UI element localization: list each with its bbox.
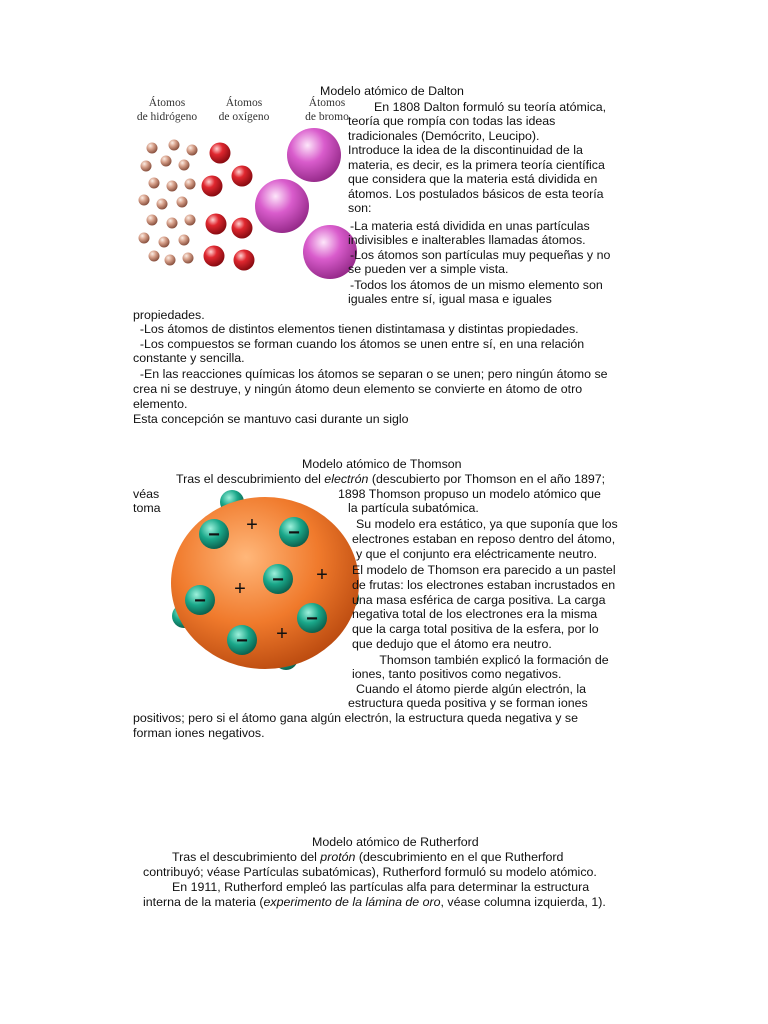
bromine-label: Átomos de bromo <box>305 97 349 123</box>
electron-symbol: − <box>272 569 284 591</box>
thomson-partial-line: 1898 Thomson propuso un modelo atómico que <box>338 487 601 501</box>
thomson-side-line: de frutas: los electrones estaban incrustados en <box>352 578 616 592</box>
rutherford-line: contribuyó; véase Partículas subatómicas), Rutherford formuló su modelo atómico. <box>143 865 597 879</box>
thomson-line: forman iones negativos. <box>133 726 265 740</box>
dalton-side-line: En 1808 Dalton formuló su teoría atómica, <box>374 100 607 114</box>
oxygen-atoms <box>202 143 255 271</box>
thomson-side-line: y que el conjunto era eléctricamente neutro. <box>356 547 598 561</box>
dalton-line: Esta concepción se mantuvo casi durante un siglo <box>133 412 409 426</box>
dalton-atoms-figure <box>132 128 362 308</box>
dalton-line: crea ni se destruye, y ningún átomo deun elemento se convierte en átomo de otro <box>133 382 583 396</box>
thomson-partial-line: la partícula subatómica. <box>348 501 479 515</box>
thomson-line: positivos; pero si el átomo gana algún electrón, la estructura queda negativa y se <box>133 711 578 725</box>
dalton-side-line: materia, es decir, es la primera teoría científica <box>348 158 605 172</box>
hydrogen-label: Átomos de hidrógeno <box>136 97 198 123</box>
rutherford-title: Modelo atómico de Rutherford <box>312 835 479 849</box>
rutherford-line: Tras el descubrimiento del protón (descubrimiento en el que Rutherford <box>172 850 564 864</box>
thomson-side-line: que la carga total positiva de la esfera, por lo <box>352 622 599 636</box>
dalton-side-line: -La materia está dividida en unas partículas <box>350 219 590 233</box>
dalton-line: constante y sencilla. <box>133 351 245 365</box>
dalton-side-line: iguales entre sí, igual masa e iguales <box>348 292 552 306</box>
proton-symbol: + <box>316 564 328 586</box>
dalton-side-line: son: <box>348 201 372 215</box>
oxygen-label: Átomos de oxígeno <box>218 97 270 123</box>
rutherford-line: En 1911, Rutherford empleó las partículas alfa para determinar la estructura <box>172 880 590 894</box>
thomson-title: Modelo atómico de Thomson <box>302 457 462 471</box>
thomson-partial-line: toma <box>133 501 161 515</box>
thomson-intro: Tras el descubrimiento del electrón (descubierto por Thomson en el año 1897; <box>176 472 606 486</box>
dalton-title: Modelo atómico de Dalton <box>320 84 464 98</box>
hydrogen-atoms <box>139 140 198 266</box>
thomson-side-line: negativa total de los electrones era la misma <box>352 607 598 621</box>
electron-symbol: − <box>288 522 300 544</box>
dalton-line: elemento. <box>133 397 188 411</box>
thomson-model-figure <box>150 488 362 674</box>
dalton-side-line: se pueden ver a simple vista. <box>348 262 509 276</box>
thomson-partial-line: véas <box>133 487 160 501</box>
dalton-line: -Los átomos de distintos elementos tienen distintamasa y distintas propiedades. <box>133 322 579 336</box>
thomson-side-line: electrones estaban en reposo dentro del átomo, <box>352 532 616 546</box>
dalton-line: -En las reacciones químicas los átomos se separan o se unen; pero ningún átomo se <box>133 367 608 381</box>
proton-symbol: + <box>276 623 288 645</box>
thomson-side-line: El modelo de Thomson era parecido a un pastel <box>352 563 616 577</box>
electron-symbol: − <box>194 590 206 612</box>
thomson-side-line: iones, tanto positivos como negativos. <box>352 667 562 681</box>
dalton-side-line: Introduce la idea de la discontinuidad de la <box>348 143 583 157</box>
thomson-side-line: estructura queda positiva y se forman iones <box>348 696 588 710</box>
bromine-atoms <box>255 128 357 279</box>
thomson-side-line: Su modelo era estático, ya que suponía que los <box>356 517 618 531</box>
thomson-side-line: una masa esférica de carga positiva. La carga <box>352 593 606 607</box>
dalton-side-line: átomos. Los postulados básicos de esta teoría <box>348 187 604 201</box>
dalton-side-line: tradicionales (Demócrito, Leucipo). <box>348 129 540 143</box>
electron-symbol: − <box>306 608 318 630</box>
rutherford-line: interna de la materia (experimento de la lámina de oro, véase columna izquierda, 1). <box>143 895 606 909</box>
dalton-line: -Los compuestos se forman cuando los átomos se unen entre sí, en una relación <box>133 337 585 351</box>
electron-symbol: − <box>208 524 220 546</box>
thomson-side-line: Cuando el átomo pierde algún electrón, la <box>356 682 587 696</box>
electron-symbol: − <box>236 630 248 652</box>
thomson-side-line: que dedujo que el átomo era neutro. <box>352 637 552 651</box>
dalton-side-line: -Los átomos son partículas muy pequeñas y no <box>350 248 611 262</box>
dalton-side-line: que considera que la materia está dividida en <box>348 172 598 186</box>
dalton-side-line: -Todos los átomos de un mismo elemento son <box>350 278 603 292</box>
proton-symbol: + <box>246 514 258 536</box>
dalton-side-line: teoría que rompía con todas las ideas <box>348 114 556 128</box>
proton-symbol: + <box>234 578 246 600</box>
dalton-line: propiedades. <box>133 308 205 322</box>
dalton-side-line: indivisibles e inalterables llamadas átomos. <box>348 233 586 247</box>
thomson-side-line: Thomson también explicó la formación de <box>352 653 609 667</box>
